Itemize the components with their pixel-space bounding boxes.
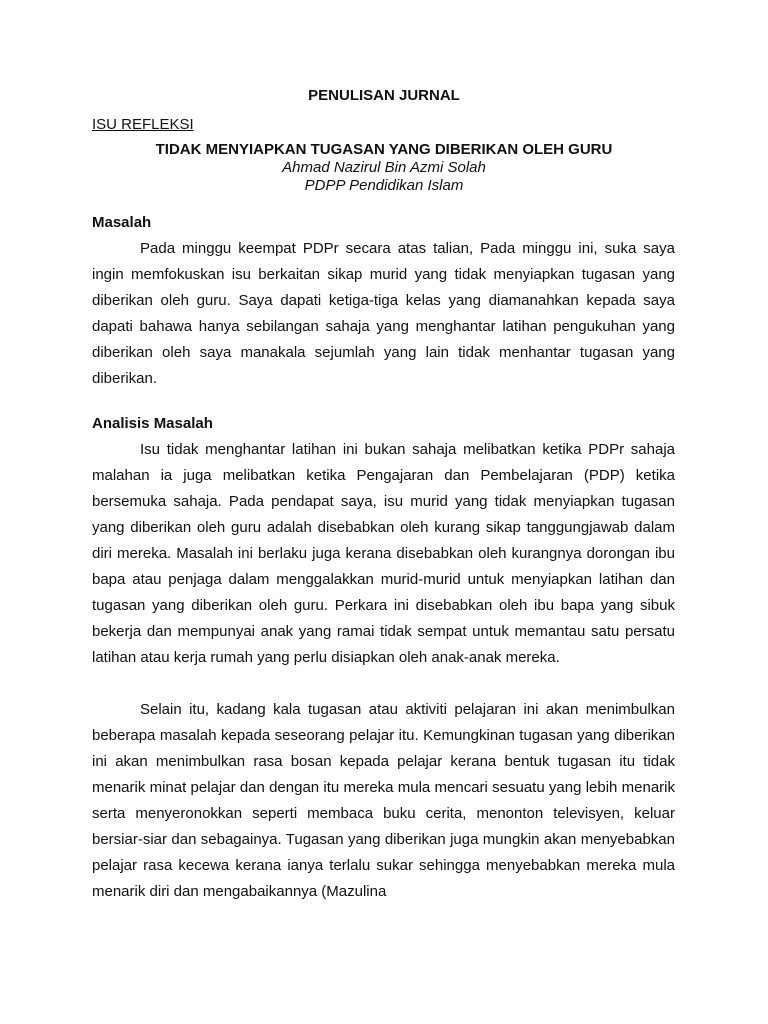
issue-title: TIDAK MENYIAPKAN TUGASAN YANG DIBERIKAN OLEH GURU (155, 141, 613, 158)
section-heading: Analisis Masalah (92, 415, 213, 432)
section-masalah (92, 213, 675, 392)
issue-header (0, 141, 768, 195)
section-label: ISU REFLEKSI (92, 116, 194, 133)
section-heading: Masalah (92, 214, 152, 231)
paragraph: Selain itu, kadang kala tugasan atau aktiviti pelajaran ini akan menimbulkan beberapa masalah kepada seseorang pelajar itu. Kemungkinan tugasan yang diberikan ini akan menimbulkan rasa bosan kepada pelajar kerana bentuk tugasan itu tidak menarik minat pelajar dan dengan itu mereka mula mencari sesuatu yang lebih menarik serta menyeronokkan seperti membaca buku cerita, menonton televisyen, keluar bersiar-siar dan sebagainya. Tugasan yang diberikan juga mungkin akan menyebabkan pelajar rasa kecewa kerana ianya terlalu sukar sehingga menyebabkan mereka mula menarik diri dan mengabaikannya (Mazulina (92, 701, 675, 900)
document-title: PENULISAN JURNAL (308, 87, 460, 104)
section-analisis-masalah (92, 414, 675, 905)
author-name: Ahmad Nazirul Bin Azmi Solah (282, 159, 486, 176)
paragraph: Pada minggu keempat PDPr secara atas talian, Pada minggu ini, suka saya ingin memfokuskan isu berkaitan sikap murid yang tidak menyiapkan tugasan yang diberikan oleh guru. Saya dapati ketiga-tiga kelas yang diamanahkan kepada saya dapati bahawa hanya sebilangan sahaja yang menghantar latihan pengukuhan yang diberikan oleh saya manakala sejumlah yang lain tidak menhantar tugasan yang diberikan. (92, 240, 675, 387)
paragraph: Isu tidak menghantar latihan ini bukan sahaja melibatkan ketika PDPr sahaja malahan ia juga melibatkan ketika Pengajaran dan Pembelajaran (PDP) ketika bersemuka sahaja. Pada pendapat saya, isu murid yang tidak menyiapkan tugasan yang diberikan oleh guru adalah disebabkan oleh kurang sikap tanggungjawab dalam diri mereka. Masalah ini berlaku juga kerana disebabkan oleh kurangnya dorongan ibu bapa atau penjaga dalam menggalakkan murid-murid untuk menyiapkan latihan dan tugasan yang diberikan oleh guru. Perkara ini disebabkan oleh ibu bapa yang sibuk bekerja dan mempunyai anak yang ramai tidak sempat untuk memantau satu persatu latihan atau kerja rumah yang perlu disiapkan oleh anak-anak mereka. (92, 441, 675, 666)
programme-name: PDPP Pendidikan Islam (304, 177, 464, 194)
